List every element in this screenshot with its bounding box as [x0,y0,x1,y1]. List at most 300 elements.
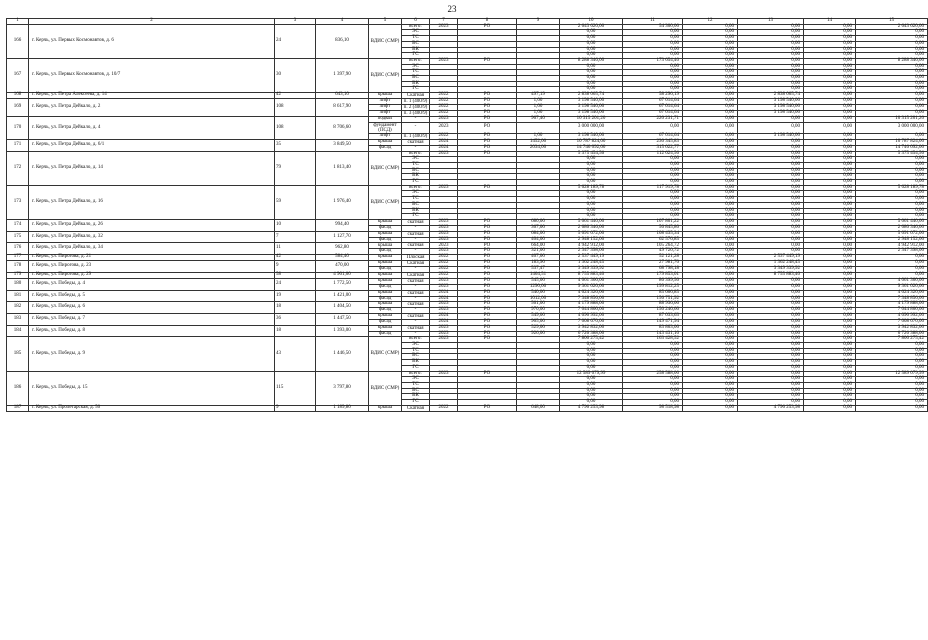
table-cell: 2022 [430,272,458,278]
table-cell: 0,00 [683,348,738,354]
table-cell: 1 362 248,45 [560,261,623,267]
table-cell: 2 347 398,00 [856,249,928,255]
table-cell: 0,00 [623,122,683,133]
table-cell: 0,00 [560,162,623,168]
table-cell: ГС [402,87,430,93]
table-cell: 1 393,00 [316,325,369,337]
address-cell: г. Керчь, ул. Петра Дейкало, д. 6/1 [29,139,275,151]
table-cell: 0,00 [856,348,928,354]
table-cell: 0,00 [738,278,804,284]
table-cell: 0,00 [683,319,738,325]
table-cell: - [402,145,430,151]
table-cell: 0,00 [738,243,804,249]
table-cell: 0,00 [804,174,856,180]
table-cell: 105 264,72 [623,243,683,249]
table-cell: 0,00 [683,36,738,42]
table-cell: 0,00 [683,249,738,255]
table-cell: 187 [7,405,29,411]
table-cell: 0,00 [738,202,804,208]
table-cell: 0,00 [683,296,738,302]
table-cell: 1290,00 [517,284,560,290]
table-cell: 0,00 [683,219,738,225]
table-cell: 0,00 [856,47,928,53]
table-cell: РО [458,272,517,278]
table-cell: 0,00 [738,117,804,123]
table-cell: лифт [369,133,402,139]
table-cell: 88 936,00 [623,302,683,308]
table-cell: 0,00 [804,151,856,157]
table-cell: 42 [275,255,316,261]
table-cell: 0,00 [804,133,856,139]
table-cell: 0,00 [738,319,804,325]
table-cell: 2022 [430,255,458,261]
table-cell: РО [458,313,517,319]
table-cell: 0,00 [560,41,623,47]
table-cell: 0,00 [856,191,928,197]
table-cell: 0,00 [856,81,928,87]
table-cell: РО [458,122,517,133]
table-cell: Скатная [402,272,430,278]
table-cell: 648,00 [517,405,560,411]
table-cell: скатная [402,219,430,225]
table-cell: скатная [402,302,430,308]
table-cell: 0,00 [804,290,856,296]
table-cell: 0,00 [738,64,804,70]
table-cell: 0,00 [683,284,738,290]
table-cell: 0,00 [856,214,928,220]
table-cell: ТС [402,162,430,168]
table-row [7,405,928,411]
data-table [6,18,928,412]
table-cell: 0,00 [683,272,738,278]
table-cell: 0,00 [623,30,683,36]
table-cell: ГС [402,400,430,406]
table-cell: 18 [275,302,316,314]
table-cell: 1,00 [517,111,560,117]
table-cell: 4 090 992,00 [856,313,928,319]
table-cell: 0,00 [804,191,856,197]
table-cell: 0,00 [560,208,623,214]
table-cell: 0,00 [683,64,738,70]
table-cell: 0,00 [623,162,683,168]
table-cell: 24 [275,278,316,290]
table-cell: 529,00 [517,325,560,331]
table-cell: 0,00 [856,354,928,360]
table-cell: 0,00 [856,394,928,400]
table-cell: 0,00 [804,371,856,377]
table-cell: 0,00 [683,365,738,371]
table-cell: 4 942 912,00 [856,243,928,249]
header-cell: 13 [738,19,804,25]
table-cell: 0,00 [623,348,683,354]
table-cell: ТС [402,348,430,354]
table-cell: 970,00 [517,308,560,314]
table-cell: всего: [402,24,430,30]
table-cell: 584,40 [316,255,369,261]
table-cell: 0,00 [683,24,738,30]
table-cell: лифт [369,111,402,117]
table-cell: 0,00 [804,185,856,191]
table-cell: 0,00 [623,47,683,53]
table-cell: 0,00 [856,267,928,273]
table-cell: 2 680 346,00 [856,225,928,231]
table-cell: 0,00 [623,197,683,203]
table-cell: 0,00 [738,394,804,400]
table-cell: 0,00 [856,377,928,383]
table-cell: 0,00 [804,337,856,343]
table-cell: 0,00 [683,214,738,220]
table-cell: 1,00 [517,99,560,105]
table-cell: РО [458,105,517,111]
table-cell: 0,00 [804,272,856,278]
table-cell: 112 624,56 [623,151,683,157]
table-cell: 0,00 [683,145,738,151]
table-cell: 0,00 [804,93,856,99]
table-cell: 0,00 [738,122,804,133]
table-cell: скатная [402,290,430,296]
table-cell: 0,00 [804,243,856,249]
table-cell: 2 838 065,74 [738,93,804,99]
address-cell: г. Керчь, ул. Пролетарская, д. 50 [29,405,275,411]
table-cell: 5 375 454,56 [560,151,623,157]
table-cell: 30 [275,58,316,92]
table-cell: ЭС [402,30,430,36]
table-cell: 0,00 [683,290,738,296]
table-cell: 5 061 440,00 [856,219,928,225]
table-cell: 2023 [430,24,458,30]
table-cell: ТС [402,382,430,388]
table-cell: 0,00 [683,41,738,47]
table-cell: 1 397,90 [316,58,369,92]
table-cell: 3 198 540,00 [738,111,804,117]
table-cell: РО [458,290,517,296]
table-cell: 1 446,50 [316,337,369,371]
table-cell: 0,00 [804,319,856,325]
table-cell: 0,00 [560,377,623,383]
table-cell: 0,00 [856,133,928,139]
table-cell: 4 090 992,00 [560,313,623,319]
table-cell: 0,00 [804,168,856,174]
table-cell: 0,00 [856,174,928,180]
table-cell: 2022 [430,111,458,117]
table-cell: 87 033,63 [623,313,683,319]
table-cell: 0,00 [683,185,738,191]
table-cell: 163 428,52 [623,337,683,343]
table-cell: 0,00 [804,219,856,225]
table-cell: 5 628 189,78 [560,185,623,191]
table-cell: 0,00 [623,388,683,394]
table-cell: ЭС [402,343,430,349]
table-cell: 0,00 [738,70,804,76]
table-cell: 0,00 [560,30,623,36]
table-cell: 0,00 [804,117,856,123]
table-cell: 967,40 [517,117,560,123]
table-cell: 0,00 [683,174,738,180]
table-cell: 0,00 [683,58,738,64]
table-cell: 0,00 [804,325,856,331]
table-cell: РО [458,237,517,243]
table-cell: 8 755 883,40 [560,272,623,278]
table-cell: 0,00 [804,237,856,243]
table-cell: 0,00 [623,41,683,47]
table-cell: 0,00 [683,99,738,105]
table-cell: 0,00 [683,117,738,123]
table-cell: ГС [402,180,430,186]
table-cell: 0,00 [683,139,738,145]
table-cell: - [402,319,430,325]
table-cell: 926,00 [517,331,560,337]
table-cell: 0,00 [683,261,738,267]
address-cell: г. Керчь, ул. Первых Космонавтов, д. 10/7 [29,58,275,92]
table-cell: 7 044 860,00 [856,308,928,314]
table-cell: 0,00 [804,53,856,59]
table-cell: РО [458,93,517,99]
table-cell: 4 061 360,00 [560,278,623,284]
table-cell: 85 606,85 [623,290,683,296]
table-cell: 0,00 [683,53,738,59]
table-cell: 836,10 [316,24,369,58]
table-cell: 0,00 [738,302,804,308]
table-cell [517,122,560,133]
table-cell: 2 838 065,74 [560,93,623,99]
table-cell: 962,80 [316,243,369,255]
table-cell: 2 948 152,00 [560,237,623,243]
table-cell: 220 231,71 [623,117,683,123]
table-cell: 2023 [430,308,458,314]
table-cell: 0,00 [683,157,738,163]
table-cell: 0,00 [856,99,928,105]
table-cell: 0,00 [623,81,683,87]
table-cell: 0,00 [683,243,738,249]
table-cell: ВДИС (СМР) [369,337,402,371]
table-cell: 0,00 [856,180,928,186]
table-cell: 183,90 [517,261,560,267]
table-cell: ВС [402,354,430,360]
table-cell: 0,00 [856,53,928,59]
table-cell: 0,00 [560,394,623,400]
table-cell: п. 2 (400/9) [402,105,430,111]
table-cell: крыша [369,93,402,99]
table-cell: ГС [402,214,430,220]
table-cell: 0,00 [623,343,683,349]
table-cell: крыша [369,139,402,145]
table-cell: 0,00 [738,174,804,180]
table-cell: - [402,249,430,255]
table-cell: 14 746 092,00 [856,145,928,151]
table-cell: РО [458,58,517,64]
table-cell: 0,00 [804,284,856,290]
table-cell: 1 421,00 [316,290,369,302]
table-cell: 1012,00 [517,296,560,302]
table-cell: 0,00 [683,325,738,331]
table-cell: 0,00 [856,202,928,208]
table-cell: - [402,267,430,273]
table-cell: 0,00 [738,197,804,203]
table-cell: РО [458,267,517,273]
table-cell: 2024 [430,313,458,319]
table-cell: 0,00 [804,313,856,319]
header-cell: 12 [683,19,738,25]
table-cell: 0,00 [856,400,928,406]
table-cell: 0,00 [683,202,738,208]
table-cell: 0,00 [804,343,856,349]
table-cell: РО [458,111,517,117]
table-cell: 0,00 [738,354,804,360]
table-cell: 0,00 [683,87,738,93]
table-cell: 0,00 [683,308,738,314]
table-cell: 150 246,60 [623,308,683,314]
table-cell: 3 349 339,92 [738,267,804,273]
table-cell: 0,00 [683,122,738,133]
table-cell: 12 589 079,99 [560,371,623,377]
table-cell: 0,00 [856,157,928,163]
table-cell: 4 024 320,00 [560,290,623,296]
table-cell: 2 643 620,00 [856,24,928,30]
address-cell: г. Керчь, ул. Петра Дейкало, д. 34 [29,243,275,255]
table-cell: 2023 [430,325,458,331]
table-cell: 0,00 [804,394,856,400]
table-cell: 0,00 [683,162,738,168]
table-cell: ВДИС (СМР) [369,371,402,405]
table-cell: 2023 [430,58,458,64]
table-cell: 0,00 [856,343,928,349]
table-cell: 0,00 [683,168,738,174]
table-cell: фасад [369,225,402,231]
table-cell: крыша [369,405,402,411]
table-cell: - [402,308,430,314]
table-cell: РО [458,337,517,343]
table-cell: ВС [402,41,430,47]
table-cell: ГС [402,53,430,59]
table-cell: 497,19 [517,93,560,99]
table-cell: 67 014,64 [623,105,683,111]
table-cell: 0,00 [804,225,856,231]
table-cell: 3 797,80 [316,371,369,405]
table-cell: 0,00 [856,255,928,261]
table-cell: 965,00 [517,319,560,325]
table-cell: 0,00 [560,36,623,42]
address-cell: г. Керчь, ул. Петра Дейкало, д. 32 [29,231,275,243]
table-cell: 549,00 [517,313,560,319]
address-cell: г. Керчь, ул. Петра Дейкало, д. 2 [29,99,275,117]
table-cell: 0,00 [683,382,738,388]
table-cell: лифт [369,99,402,105]
table-cell: 108 435,34 [623,231,683,237]
table-cell: 58 [275,272,316,278]
table-cell: 5 061 440,00 [560,219,623,225]
table-cell: 0,00 [683,377,738,383]
table-cell: 0,00 [738,377,804,383]
table-cell: 3 849,50 [316,139,369,151]
table-cell: 169 [7,99,29,117]
table-cell: фасад [369,319,402,325]
table-cell: 0,00 [804,231,856,237]
table-cell: 2 537 449,19 [738,255,804,261]
table-cell: 117 919,78 [623,185,683,191]
table-cell: 0,00 [856,30,928,36]
table-cell: 0,00 [804,296,856,302]
table-cell: 0,00 [804,111,856,117]
table-cell: 0,00 [856,41,928,47]
header-cell: 1 [7,19,29,25]
table-cell: 0,00 [804,255,856,261]
table-cell: 5 091 072,00 [560,231,623,237]
table-cell: 19 [275,290,316,302]
table-cell: 2023 [430,302,458,308]
table-cell: 2024 [430,296,458,302]
table-cell: 1,00 [517,133,560,139]
table-cell: 9 [275,405,316,411]
table-cell: 86 399,50 [623,278,683,284]
table-cell: РО [458,243,517,249]
table-cell: 0,00 [683,394,738,400]
address-cell: г. Керчь, ул. Победы, д. 15 [29,371,275,405]
table-cell: 0,00 [856,197,928,203]
table-cell: РО [458,249,517,255]
table-cell: фасад [369,237,402,243]
table-cell: 9 [275,261,316,273]
table-cell: всего: [402,185,430,191]
table-cell: 0,00 [804,99,856,105]
table-cell: 0,00 [623,70,683,76]
table-cell: 2022 [430,93,458,99]
table-cell: 143 431,10 [623,331,683,337]
header-cell: 10 [560,19,623,25]
table-cell: 79 [275,151,316,185]
table-cell: 2023 [430,219,458,225]
table-cell: 183 [7,313,29,325]
table-cell: 2023 [430,231,458,237]
address-cell: г. Керчь, ул. Петра Дейкало, д. 26 [29,219,275,231]
table-cell: 2023 [430,331,458,337]
table-cell: 367,00 [517,225,560,231]
table-cell: 0,00 [560,174,623,180]
table-cell: 0,00 [560,81,623,87]
table-cell: РО [458,308,517,314]
table-cell: 0,00 [804,405,856,411]
table-cell: - [402,284,430,290]
table-cell: 2023 [430,249,458,255]
table-cell: ВДИС (СМР) [369,151,402,185]
table-cell: Плоская [402,255,430,261]
table-cell: 6 726 388,00 [856,331,928,337]
table-cell: 0,00 [623,377,683,383]
table-cell: 0,00 [683,231,738,237]
address-cell: г. Керчь, ул. Победы, д. 5 [29,290,275,302]
table-cell: 0,00 [560,76,623,82]
table-cell: 2023 [430,225,458,231]
table-cell: ТС [402,197,430,203]
header-cell: 4 [316,19,369,25]
table-cell: 0,00 [804,365,856,371]
table-cell: 0,00 [804,331,856,337]
table-cell: ЭС [402,191,430,197]
table-cell: 0,00 [804,70,856,76]
table-cell: 12 589 079,99 [856,371,928,377]
table-cell: 4 901,00 [316,272,369,278]
table-cell: 83 863,00 [623,325,683,331]
table-cell: 0,00 [738,348,804,354]
header-cell: 9 [517,19,560,25]
table-cell: 18 [275,325,316,337]
table-cell: фасад [369,296,402,302]
table-cell: 7 348 856,00 [560,296,623,302]
table-cell: 0,00 [738,284,804,290]
table-cell: Скатная [402,93,430,99]
table-cell: Скатная [402,405,430,411]
table-cell: РО [458,255,517,261]
table-cell: скатная [402,278,430,284]
